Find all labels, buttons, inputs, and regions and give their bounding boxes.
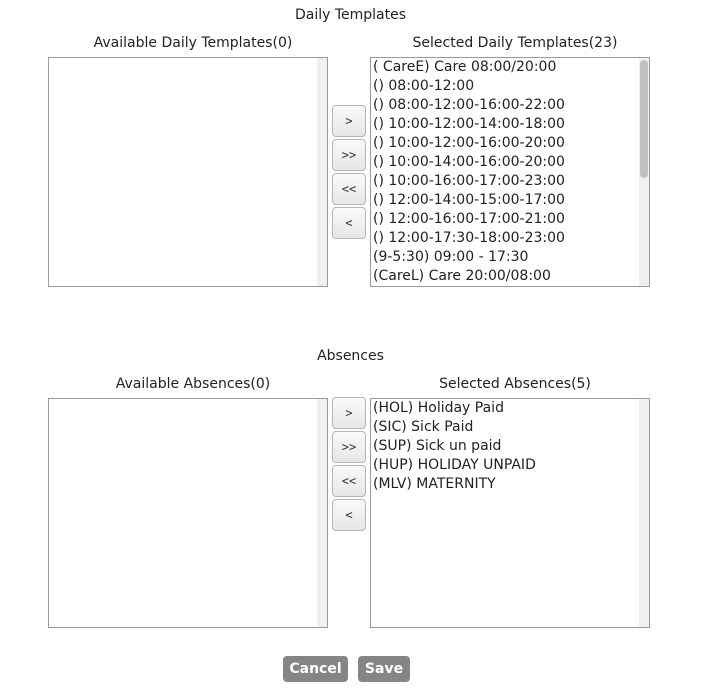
list-item[interactable]: () 12:00-17:30-18:00-23:00: [373, 230, 565, 246]
list-item[interactable]: () 10:00-14:00-16:00-20:00: [373, 154, 565, 170]
available-daily-templates-list[interactable]: [48, 57, 328, 287]
daily-templates-title: Daily Templates: [294, 7, 407, 23]
remove-daily-template-button[interactable]: <: [332, 207, 366, 239]
add-all-daily-templates-button[interactable]: >>: [332, 139, 366, 171]
selected-daily-templates-label: Selected Daily Templates(23): [412, 35, 618, 51]
save-button[interactable]: Save: [358, 656, 410, 682]
list-item[interactable]: () 08:00-12:00: [373, 78, 475, 94]
cancel-button[interactable]: Cancel: [283, 656, 348, 682]
selected-daily-templates-list[interactable]: [370, 57, 650, 287]
selected-daily-templates-items: [371, 58, 649, 286]
remove-all-daily-templates-button[interactable]: <<: [332, 173, 366, 205]
list-item[interactable]: () 12:00-14:00-15:00-17:00: [373, 192, 565, 208]
list-item[interactable]: () 12:00-16:00-17:00-21:00: [373, 211, 565, 227]
add-daily-template-button[interactable]: >: [332, 105, 366, 137]
scrollbar-track[interactable]: [639, 399, 649, 627]
scrollbar-thumb[interactable]: [640, 60, 648, 178]
list-item[interactable]: () 10:00-12:00-14:00-18:00: [373, 116, 565, 132]
list-item[interactable]: (SIC) Sick Paid: [373, 419, 474, 435]
list-item[interactable]: () 08:00-12:00-16:00-22:00: [373, 97, 565, 113]
add-absence-button[interactable]: >: [332, 397, 366, 429]
list-item[interactable]: () 10:00-12:00-16:00-20:00: [373, 135, 565, 151]
available-absences-label: Available Absences(0): [115, 376, 271, 392]
list-item[interactable]: (CareL) Care 20:00/08:00: [373, 268, 551, 284]
list-item[interactable]: ( CareE) Care 08:00/20:00: [373, 59, 557, 75]
scrollbar-track[interactable]: [317, 58, 327, 286]
selected-absences-label: Selected Absences(5): [439, 376, 591, 392]
remove-absence-button[interactable]: <: [332, 499, 366, 531]
list-item[interactable]: () 10:00-16:00-17:00-23:00: [373, 173, 565, 189]
remove-all-absences-button[interactable]: <<: [332, 465, 366, 497]
available-daily-templates-label: Available Daily Templates(0): [93, 35, 293, 51]
selected-absences-items: [371, 399, 649, 494]
list-item[interactable]: (HUP) HOLIDAY UNPAID: [373, 457, 536, 473]
list-item[interactable]: (SUP) Sick un paid: [373, 438, 502, 454]
scrollbar-track[interactable]: [317, 399, 327, 627]
add-all-absences-button[interactable]: >>: [332, 431, 366, 463]
absences-title: Absences: [317, 348, 384, 364]
list-item[interactable]: (MLV) MATERNITY: [373, 476, 496, 492]
list-item[interactable]: (9-5:30) 09:00 - 17:30: [373, 249, 529, 265]
available-absences-list[interactable]: [48, 398, 328, 628]
list-item[interactable]: (HOL) Holiday Paid: [373, 400, 504, 416]
selected-absences-list[interactable]: [370, 398, 650, 628]
